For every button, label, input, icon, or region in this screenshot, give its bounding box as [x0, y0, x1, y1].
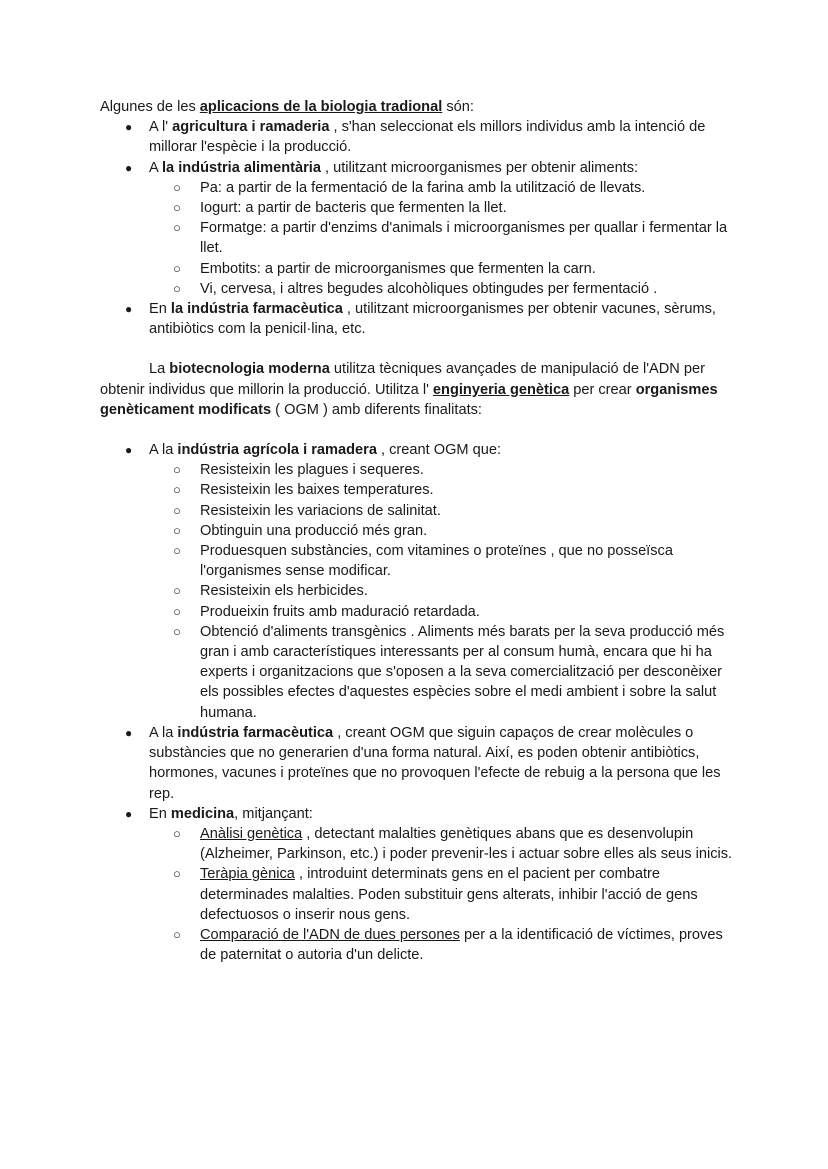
list-item-pharma-industry [100, 299, 736, 339]
circle-bullet-icon: ○ [173, 543, 181, 559]
sublist-text: Resisteixin les variacions de salinitat. [200, 502, 441, 519]
sublist-text: Obtinguin una producció més gran. [200, 522, 428, 539]
item-text: , s'han seleccionat els millors individus amb la intenció de millorar l'espècie i la producció. [149, 119, 706, 156]
sublist-item [100, 925, 736, 965]
modern-biotech-paragraph [100, 359, 736, 420]
circle-bullet-icon: ○ [173, 623, 181, 639]
circle-bullet-icon: ○ [173, 502, 181, 518]
circle-bullet-icon: ○ [173, 926, 181, 942]
item-bold: indústria farmacèutica [177, 724, 334, 741]
list-item-agri-industry [100, 440, 736, 460]
item-bold: la indústria alimentària [161, 159, 321, 176]
sublist-item [100, 824, 736, 864]
circle-bullet-icon: ○ [173, 603, 181, 619]
item-text: En [149, 301, 171, 318]
sublist-item [100, 178, 736, 198]
circle-bullet-icon: ○ [173, 866, 181, 882]
intro-suffix: són: [442, 99, 474, 115]
sublist-text: Pa: a partir de la fermentació de la farina amb la utilització de llevats. [200, 179, 646, 196]
sublist-text: Embotits: a partir de microorganismes que fermenten la carn. [200, 260, 596, 277]
intro-prefix: Algunes de les [100, 99, 200, 115]
sublist-text: per a la identificació de víctimes, proves de paternitat o autoria d'un delicte. [200, 926, 723, 964]
circle-bullet-icon: ○ [173, 220, 181, 236]
circle-bullet-icon: ○ [173, 200, 181, 216]
bullet-icon: ● [125, 302, 133, 317]
sublist-item [100, 501, 736, 521]
bullet-icon: ● [125, 120, 133, 135]
sublist-text: Resisteixin els herbicides. [200, 583, 368, 600]
item-text: , utilitzant microorganismes per obtenir vacunes, sèrums, antibiòtics com la penicil·lina, etc. [149, 301, 716, 338]
paragraph-text: utilitza tècniques avançades de manipulació de l'ADN per obtenir individus que millorin la producció. Utilitza l' [100, 361, 705, 398]
paragraph-bold: biotecnologia moderna [169, 361, 330, 378]
spacer [100, 339, 736, 359]
paragraph-text: La [149, 361, 170, 378]
sublist-item [100, 218, 736, 258]
item-bold: la indústria farmacèutica [170, 301, 343, 318]
list-item-food-industry [100, 158, 736, 178]
item-text: , creant OGM que siguin capaços de crear molècules o substàncies que no generarien d'una forma natural. Així, es poden obtenir antibiòtics, hormones, vacunes i proteïnes que no provoquen l'efecte de rebuig a la persona que les rep. [149, 724, 721, 802]
paragraph-bold: organismes genèticament modificats [100, 381, 718, 418]
item-text: A l' [149, 119, 173, 136]
circle-bullet-icon: ○ [173, 260, 181, 276]
circle-bullet-icon: ○ [173, 462, 181, 478]
sublist-text: Iogurt: a partir de bacteris que fermenten la llet. [200, 200, 507, 217]
bullet-icon: ● [125, 806, 133, 821]
item-bold: agricultura i ramaderia [172, 119, 330, 136]
item-text: , utilitzant microorganismes per obtenir aliments: [320, 159, 639, 176]
bullet-icon: ● [125, 443, 133, 458]
sublist-text: Formatge: a partir d'enzims d'animals i microorganismes per quallar i fermentar la llet. [200, 220, 728, 257]
sublist-item [100, 622, 736, 723]
sublist-text: Obtenció d'aliments transgènics . Aliments més barats per la seva producció més gran i amb característiques interessants per al consum humà, encara que hi ha experts i organitzacions que s'oposen a la seva comercialització per desconèixer els possibles efectes d'aquestes espècies sobre el medi ambient i sobre la salut humana. [200, 623, 725, 721]
sublist-item [100, 864, 736, 925]
circle-bullet-icon: ○ [173, 280, 181, 296]
circle-bullet-icon: ○ [173, 522, 181, 538]
paragraph-text: per crear [569, 381, 636, 398]
intro-paragraph [100, 97, 736, 117]
sublist-underlined: Comparació de l'ADN de dues persones [200, 926, 460, 943]
spacer [100, 420, 736, 440]
traditional-list [100, 117, 736, 339]
bullet-icon: ● [125, 160, 133, 175]
list-item-medicine [100, 804, 736, 824]
item-bold: indústria agrícola i ramadera [177, 442, 377, 459]
sublist-item [100, 541, 736, 581]
paragraph-text: ( OGM ) amb diferents finalitats: [271, 401, 482, 418]
list-item-pharma-ogm [100, 723, 736, 804]
item-text: , creant OGM que: [376, 442, 502, 459]
circle-bullet-icon: ○ [173, 179, 181, 195]
modern-list [100, 440, 736, 965]
sublist-item [100, 259, 736, 279]
sublist-item [100, 581, 736, 601]
item-bold: medicina [170, 805, 235, 822]
sublist-item [100, 480, 736, 500]
sublist-text: Produeixin fruits amb maduració retardada. [200, 603, 480, 620]
circle-bullet-icon: ○ [173, 583, 181, 599]
sublist-underlined: Teràpia gènica [200, 866, 295, 883]
sublist-item [100, 198, 736, 218]
sublist-item [100, 460, 736, 480]
sublist-item [100, 521, 736, 541]
sublist-text: Vi, cervesa, i altres begudes alcohòliques obtingudes per fermentació . [200, 280, 658, 297]
item-text: A la [149, 724, 178, 741]
item-text: A [149, 159, 162, 176]
sublist-item [100, 602, 736, 622]
sublist-text: , detectant malalties genètiques abans que es desenvolupin (Alzheimer, Parkinson, etc.) i poder prevenir-les i actuar sobre elles als seus inicis. [200, 825, 733, 863]
sublist-text: Produesquen substàncies, com vitamines o proteïnes , que no posseïsca l'organismes sense modificar. [200, 543, 673, 580]
sublist-text: Resisteixin les plagues i sequeres. [200, 462, 424, 479]
circle-bullet-icon: ○ [173, 825, 181, 841]
sublist-item [100, 279, 736, 299]
circle-bullet-icon: ○ [173, 482, 181, 498]
bullet-icon: ● [125, 725, 133, 740]
document-page [100, 97, 736, 965]
list-item-agriculture [100, 117, 736, 157]
paragraph-bold-underlined: enginyeria genètica [432, 381, 570, 398]
intro-highlight: aplicacions de la biologia tradional [199, 99, 443, 115]
sublist-underlined: Anàlisi genètica [200, 825, 303, 842]
sublist-text: Resisteixin les baixes temperatures. [200, 482, 434, 499]
sublist-text: , introduint determinats gens en el pacient per combatre determinades malalties. Poden substituir gens alterats, inhibir l'acció de gens defectuosos o inserir nous gens. [200, 866, 698, 923]
item-text: , mitjançant: [234, 805, 313, 822]
item-text: A la [149, 442, 178, 459]
item-text: En [149, 805, 171, 822]
